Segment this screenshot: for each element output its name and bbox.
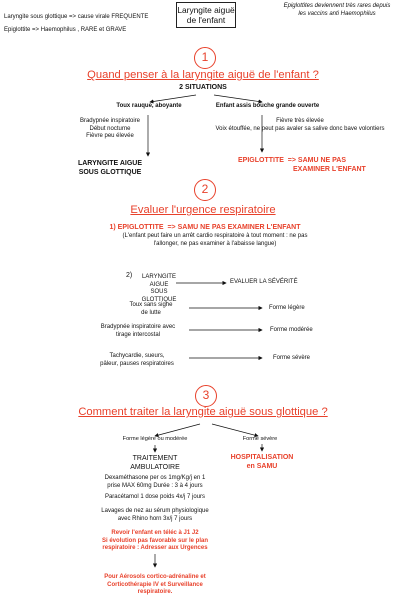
traitement-title-line1: TRAITEMENT	[132, 455, 178, 462]
warning-line3: respiratoire : Adresser aux Urgences	[102, 545, 208, 552]
epiglottite-label: EPIGLOTTITE	[238, 157, 284, 164]
criteria-3-line2: pâleur, pauses respiratoires	[100, 360, 174, 367]
treatment-dexamethasone	[85, 475, 225, 490]
hospitalisation-line1: HOSPITALISATION	[230, 454, 294, 461]
right-symptoms	[205, 118, 395, 133]
severity-criteria-3	[84, 353, 190, 368]
hospitalisation-line2: en SAMU	[246, 462, 278, 470]
left-symptom-2: Début nocturne	[89, 125, 131, 132]
point-2-laryngite	[133, 274, 185, 304]
final-line1: Pour Aérosols cortico-adrénaline et	[104, 574, 206, 580]
header-right-line2: les vaccins anti Haemophilus	[298, 10, 376, 17]
header-right-line1: Epiglottites deviennent très rares depuis	[283, 3, 391, 9]
header-left-line2: Epiglottite => Haemophilus , RARE et GRAVE	[4, 26, 127, 33]
page-title-line2: de l'enfant	[186, 15, 226, 25]
right-situation-title: Enfant assis bouche grande ouverte	[215, 103, 320, 109]
samu-warning-2: EXAMINER L'ENFANT	[293, 165, 366, 173]
right-symptom-1: Fièvre très élevée	[276, 118, 324, 124]
right-symptom-2: Voix étouffée, ne peut pas avaler sa salive donc bave volontiers	[215, 125, 385, 132]
final-line2: Corticothérapie IV et Surveillance	[107, 581, 203, 588]
severity-result-1: Forme légère	[269, 305, 305, 311]
section-2-heading: Evaluer l'urgence respiratoire	[130, 204, 276, 216]
situations-label: 2 SITUATIONS	[179, 84, 227, 91]
section-3-heading: Comment traiter la laryngite aiguë sous glottique ?	[78, 406, 328, 418]
treatment-lavages	[85, 508, 225, 523]
severity-criteria-2	[88, 324, 188, 339]
urgences-treatment	[80, 574, 230, 597]
page-title-box	[176, 2, 236, 28]
arrow-situation-right	[214, 95, 262, 102]
treatment-paracetamol: Paracétamol 1 dose poids 4x/j 7 jours	[104, 494, 206, 500]
section-1-heading: Quand penser à la laryngite aiguë de l'enfant ?	[87, 69, 319, 81]
point-1-note	[100, 233, 330, 248]
traitement-title-line2: AMBULATOIRE	[130, 463, 180, 471]
section-number-3: 3	[195, 385, 217, 407]
arrow-situation-left	[150, 95, 196, 102]
diagnosis-laryngite-line1: LARYNGITE AIGUE	[77, 160, 143, 167]
diagnosis-laryngite	[65, 160, 155, 177]
point-1-warning: => SAMU NE PAS EXAMINER L'ENFANT	[167, 224, 301, 231]
warning-line2: Si évolution pas favorable sur le plan	[101, 537, 209, 544]
severity-result-3: Forme sévère	[273, 355, 311, 361]
samu-warning-1: => SAMU NE PAS	[287, 157, 346, 164]
header-left-line1: Laryngite sous glottique => cause virale FREQUENTE	[4, 14, 149, 20]
criteria-3-line1: Tachycardie, sueurs,	[109, 353, 165, 359]
dexamethasone-line2: prise MAX 60mg Durée : 3 à 4 jours	[107, 482, 203, 489]
point-2-line2: SOUS GLOTTIQUE	[141, 289, 177, 303]
point-1-label: 1) EPIGLOTTITE	[109, 224, 164, 231]
page-title-line1: Laryngite aiguë	[177, 5, 235, 15]
criteria-1-line2: de lutte	[141, 309, 161, 316]
section-number-1: 1	[194, 47, 216, 69]
evaluer-severite-label: EVALUER LA SÉVÉRITÉ	[230, 279, 298, 285]
header-left-notes	[4, 14, 179, 34]
arrow-branch-left	[155, 424, 200, 436]
header-right-note	[272, 3, 402, 18]
criteria-2-line1: Bradypnée inspiratoire avec	[100, 324, 176, 330]
section-number-2: 2	[194, 179, 216, 201]
dexamethasone-line1: Dexaméthasone per os 1mg/Kg/j en 1	[104, 475, 206, 481]
lavages-line2: avec Rhino horn 3x/j 7 jours	[117, 515, 193, 522]
branch-left-label: Forme légère ou modérée	[122, 436, 188, 442]
point-1-epiglottite	[60, 224, 350, 233]
point-1-note-line2: l'allonger, ne pas examiner à l'abaisse langue)	[153, 240, 277, 247]
left-symptom-3: Fièvre peu élevée	[86, 133, 134, 140]
diagnosis-epiglottite	[238, 157, 398, 174]
left-situation-title: Toux rauque, aboyante	[116, 103, 182, 109]
traitement-ambulatoire	[100, 455, 210, 472]
left-symptoms	[60, 118, 160, 141]
warning-line1: Revoir l'enfant en téléc à J1 J2	[111, 530, 199, 536]
branch-right-label: Forme sévère	[242, 436, 278, 442]
severity-result-2: Forme modérée	[270, 327, 313, 333]
final-line3: respiratoire.	[137, 589, 173, 596]
criteria-2-line2: tirage intercostal	[115, 331, 161, 338]
point-2-line1: LARYNGITE AIGUE	[142, 274, 176, 288]
hospitalisation	[220, 454, 304, 471]
point-2-prefix: 2)	[126, 272, 133, 279]
lavages-line1: Lavages de nez au sérum physiologique	[101, 508, 209, 514]
left-symptom-1: Bradypnée inspiratoire	[79, 118, 141, 124]
diagnosis-laryngite-line2: SOUS GLOTTIQUE	[78, 168, 142, 176]
follow-up-warning	[80, 530, 230, 553]
criteria-1-line1: Toux sans signe	[129, 302, 173, 308]
arrow-branch-right	[212, 424, 258, 436]
point-1-note-line1: (L'enfant peut faire un arrêt cardio respiratoire à tout moment : ne pas	[122, 233, 308, 239]
severity-criteria-1	[118, 302, 184, 317]
